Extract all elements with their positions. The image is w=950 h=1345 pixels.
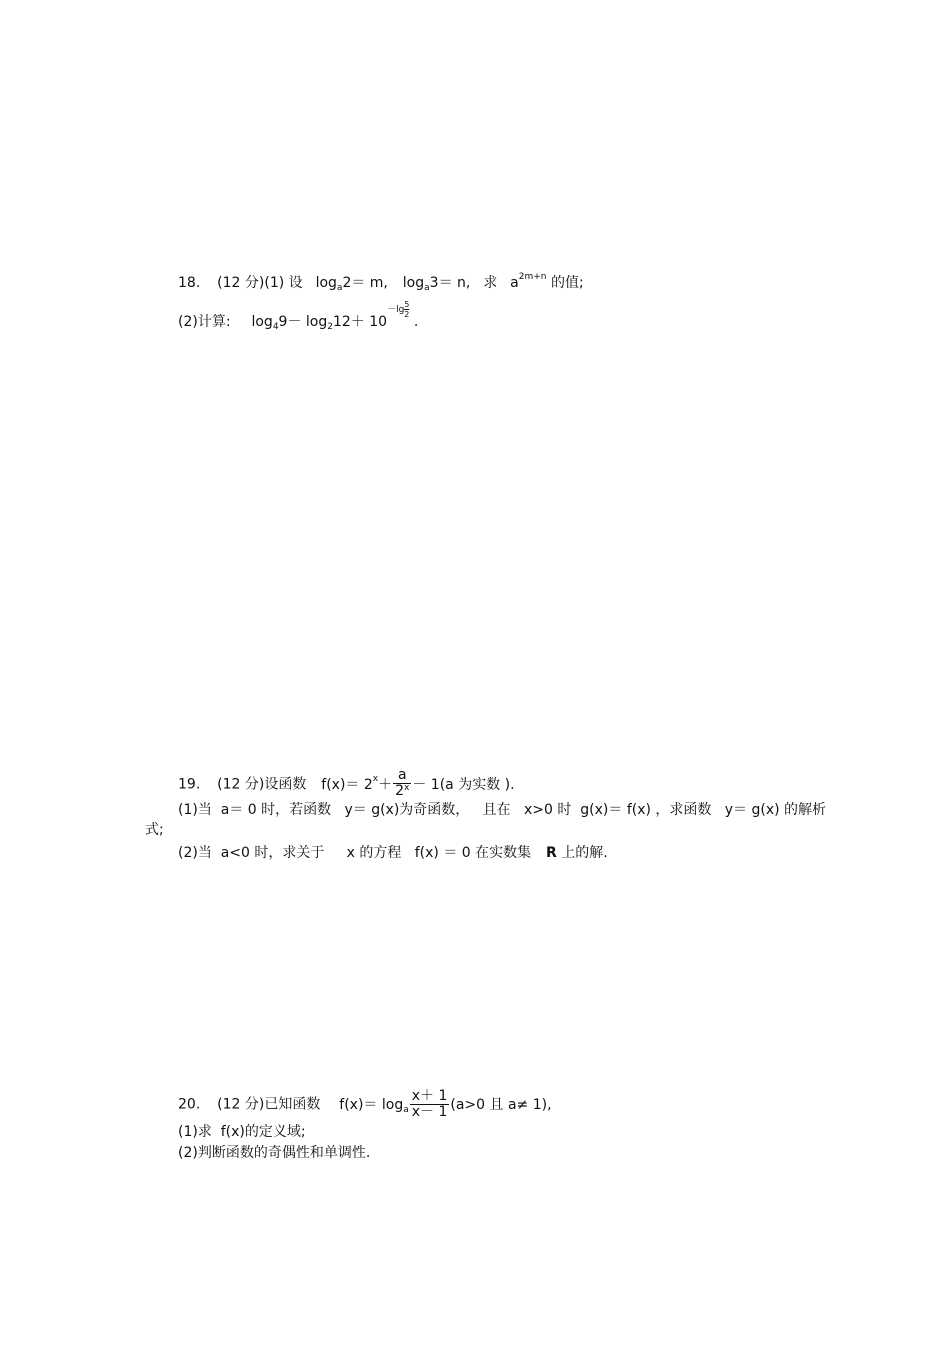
- q20-part2-text: (2)判断函数的奇偶性和单调性.: [178, 1145, 371, 1161]
- q20-part1-text: (1)求 f(x)的定义域;: [178, 1124, 306, 1140]
- q19-function: $f(x)= 2^x+$ $\frac{a}{2^x}$ － 1(a 为实数 ).: [321, 767, 515, 799]
- q19-line1: [178, 768, 515, 801]
- q18-score: (12 分): [217, 275, 265, 291]
- q19-part2-end: 上的解.: [561, 845, 608, 861]
- q18-expression: $\log_49- \log_212+ 10-\lg$ $\frac{5}{2}$: [251, 300, 410, 332]
- q18-line1: [178, 273, 584, 295]
- q18-log-m: $\log_a2= m$,: [315, 275, 388, 293]
- q20-line1: [178, 1089, 552, 1120]
- q20-score: (12 分): [217, 1096, 265, 1113]
- q20-function: $f(x)= \log_a$ $\frac{x+ 1}{x- 1}$ (a>0 且 a≠ 1),: [339, 1088, 552, 1120]
- q19-number: 19.: [178, 776, 201, 793]
- q19-part1-wrap: [145, 820, 164, 840]
- q18-part1-end: 的值;: [550, 275, 584, 291]
- q18-power: $a^{2m+n}$: [510, 272, 547, 291]
- q18-part1-label: (1): [264, 275, 285, 291]
- q20-intro: 已知函数: [264, 1096, 321, 1113]
- q18-part2-label: (2)计算:: [178, 314, 231, 330]
- q20-part1: [178, 1122, 306, 1142]
- q18-exponent: －lg $\frac{5}{2}$: [387, 300, 410, 319]
- q19-real-set-symbol: R: [546, 845, 557, 861]
- q19-part1-text: (1)当 a＝ 0 时，若函数 y＝ g(x)为奇函数， 且在 x>0 时 g(x)＝ f(x) ，求函数 y＝ g(x) 的解析: [178, 802, 827, 818]
- q19-part2: [178, 843, 608, 863]
- q18-line2: [178, 300, 419, 334]
- q19-part1-cont: 式;: [145, 822, 164, 838]
- q20-fraction: $\frac{x+ 1}{x- 1}$: [411, 1088, 448, 1120]
- q19-part1: [178, 800, 826, 820]
- q18-part2-end: .: [413, 314, 419, 330]
- q18-part1-text: 设: [288, 275, 303, 291]
- q18-log-n: $\log_a3= n$,: [402, 275, 471, 293]
- q19-fraction: $\frac{a}{2^x}$: [395, 767, 410, 799]
- q19-intro: 设函数: [264, 776, 307, 793]
- q18-ask: 求: [483, 275, 498, 291]
- q19-part2-text: (2)当 a<0 时，求关于 x 的方程 f(x) ＝ 0 在实数集: [178, 845, 532, 861]
- q18-number: 18.: [178, 275, 201, 291]
- q20-part2: [178, 1143, 370, 1163]
- q19-score: (12 分): [217, 776, 265, 793]
- q20-number: 20.: [178, 1096, 201, 1113]
